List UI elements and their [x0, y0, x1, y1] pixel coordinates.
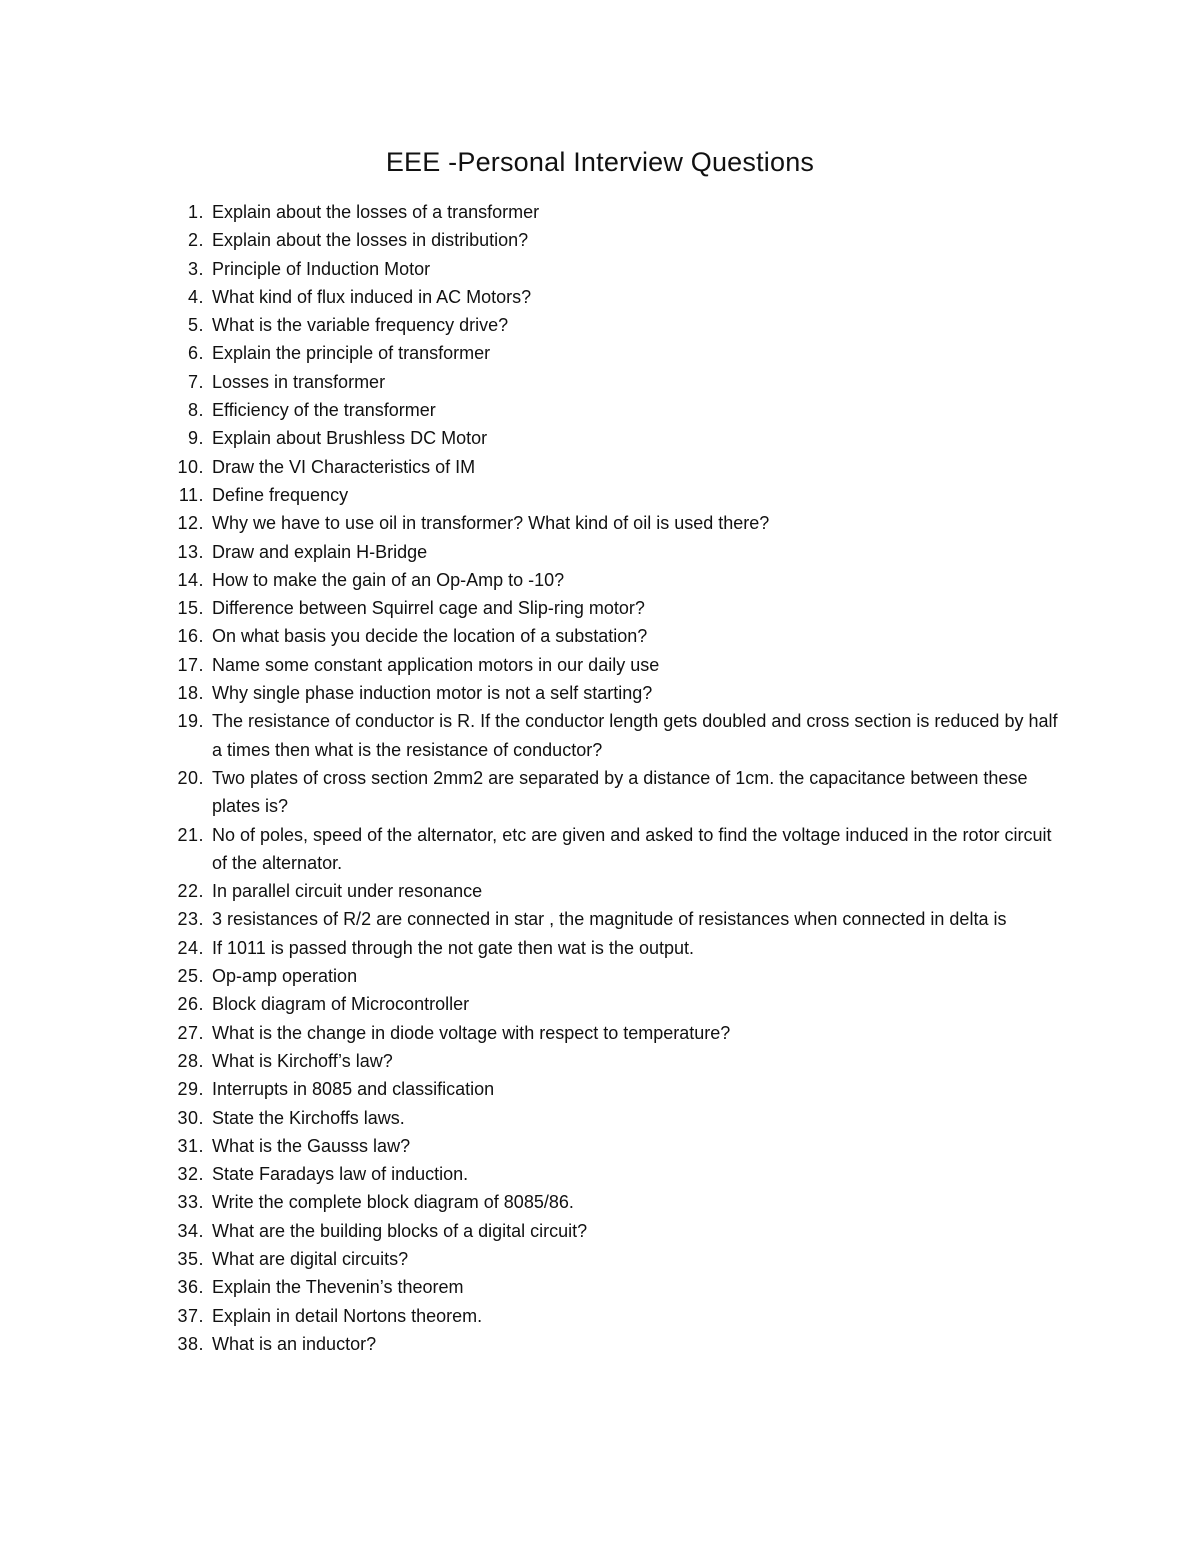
question-item — [160, 1302, 1060, 1330]
question-number: 11. — [178, 484, 204, 505]
question-item — [160, 255, 1060, 283]
question-text: How to make the gain of an Op-Amp to -10? — [212, 569, 565, 590]
question-text: Explain in detail Nortons theorem. — [212, 1305, 483, 1326]
question-text: No of poles, speed of the alternator, etc are given and asked to find the voltage induced in the rotor circuit of the alternator. — [212, 824, 1052, 873]
question-item — [160, 311, 1060, 339]
question-item — [160, 396, 1060, 424]
question-item — [160, 707, 1060, 764]
question-item — [160, 424, 1060, 452]
question-text: If 1011 is passed through the not gate then wat is the output. — [212, 937, 695, 958]
question-number: 22. — [177, 881, 204, 902]
question-text: What is the change in diode voltage with respect to temperature? — [212, 1022, 731, 1043]
question-number: 35. — [177, 1248, 204, 1269]
question-item — [160, 1330, 1060, 1358]
question-text: What is Kirchoff’s law? — [212, 1050, 393, 1071]
question-item — [160, 594, 1060, 622]
question-number: 9. — [187, 428, 204, 449]
question-number: 12. — [177, 513, 204, 534]
question-item — [160, 877, 1060, 905]
question-text: What are the building blocks of a digital circuit? — [212, 1220, 588, 1241]
question-item — [160, 1217, 1060, 1245]
question-text: Name some constant application motors in our daily use — [212, 654, 660, 675]
question-number: 36. — [177, 1277, 204, 1298]
question-number: 37. — [177, 1305, 204, 1326]
question-number: 7. — [187, 371, 204, 392]
question-text: Interrupts in 8085 and classification — [212, 1079, 495, 1100]
question-text: What is the Gausss law? — [212, 1135, 411, 1156]
question-number: 24. — [177, 937, 204, 958]
question-text: Draw and explain H-Bridge — [212, 541, 428, 562]
question-item — [160, 198, 1060, 226]
question-item — [160, 905, 1060, 933]
question-item — [160, 481, 1060, 509]
question-item — [160, 962, 1060, 990]
question-item — [160, 1273, 1060, 1301]
question-item — [160, 509, 1060, 537]
question-item — [160, 990, 1060, 1018]
question-number: 32. — [177, 1164, 204, 1185]
question-number: 27. — [177, 1022, 204, 1043]
question-item — [160, 622, 1060, 650]
question-text: Efficiency of the transformer — [212, 400, 436, 421]
question-item — [160, 538, 1060, 566]
question-number: 14. — [177, 569, 204, 590]
question-text: Op-amp operation — [212, 966, 358, 987]
question-text: Principle of Induction Motor — [212, 258, 431, 279]
question-number: 33. — [177, 1192, 204, 1213]
question-text: What is the variable frequency drive? — [212, 315, 509, 336]
question-item — [160, 679, 1060, 707]
question-number: 20. — [177, 767, 204, 788]
question-item — [160, 1188, 1060, 1216]
question-text: What kind of flux induced in AC Motors? — [212, 286, 532, 307]
question-item — [160, 566, 1060, 594]
question-number: 15. — [177, 598, 204, 619]
question-number: 6. — [187, 343, 204, 364]
question-number: 28. — [177, 1050, 204, 1071]
question-number: 3. — [187, 258, 204, 279]
question-text: The resistance of conductor is R. If the conductor length gets doubled and cross section is reduced by half a times then what is the resistance of conductor? — [212, 711, 1058, 760]
question-text: Two plates of cross section 2mm2 are separated by a distance of 1cm. the capacitance between these plates is? — [212, 767, 1028, 817]
question-number: 25. — [177, 966, 204, 987]
question-item — [160, 226, 1060, 254]
question-number: 21. — [177, 824, 204, 845]
question-number: 31. — [177, 1135, 204, 1156]
document-title: EEE -Personal Interview Questions — [385, 147, 815, 177]
question-number: 34. — [177, 1220, 204, 1241]
question-list — [160, 198, 1060, 1358]
question-item — [160, 339, 1060, 367]
question-item — [160, 1132, 1060, 1160]
question-text: Explain the principle of transformer — [212, 343, 491, 364]
question-number: 4. — [187, 286, 204, 307]
question-number: 18. — [177, 683, 204, 704]
question-item — [160, 1160, 1060, 1188]
question-text: Explain about the losses of a transformer — [212, 202, 540, 222]
question-text: 3 resistances of R/2 are connected in star , the magnitude of resistances when connected in delta is — [212, 909, 1007, 930]
question-text: What are digital circuits? — [212, 1248, 409, 1269]
question-text: Write the complete block diagram of 8085/86. — [212, 1192, 574, 1213]
question-number: 5. — [187, 315, 204, 336]
question-text: Why we have to use oil in transformer? What kind of oil is used there? — [212, 513, 770, 534]
question-number: 8. — [187, 400, 204, 421]
question-item — [160, 821, 1060, 878]
question-number: 13. — [177, 541, 204, 562]
question-text: Difference between Squirrel cage and Slip-ring motor? — [212, 598, 645, 619]
question-text: Draw the VI Characteristics of IM — [212, 456, 476, 477]
question-item — [160, 764, 1060, 821]
question-text: Explain about Brushless DC Motor — [212, 428, 488, 449]
question-number: 38. — [177, 1333, 204, 1354]
question-text: Block diagram of Microcontroller — [212, 994, 470, 1015]
question-number: 17. — [177, 654, 204, 675]
question-text: Explain the Thevenin’s theorem — [212, 1277, 464, 1298]
question-item — [160, 1075, 1060, 1103]
question-number: 30. — [177, 1107, 204, 1128]
question-text: Losses in transformer — [212, 371, 386, 392]
question-number: 23. — [177, 909, 204, 930]
question-item — [160, 283, 1060, 311]
question-text: Explain about the losses in distribution? — [212, 230, 529, 251]
question-item — [160, 453, 1060, 481]
question-item — [160, 651, 1060, 679]
question-text: State the Kirchoffs laws. — [212, 1107, 405, 1128]
question-item — [160, 1104, 1060, 1132]
question-text: What is an inductor? — [212, 1333, 377, 1354]
question-number: 10. — [177, 456, 204, 477]
question-item — [160, 368, 1060, 396]
question-text: State Faradays law of induction. — [212, 1164, 469, 1185]
question-number: 16. — [177, 626, 204, 647]
question-number: 1. — [187, 202, 204, 222]
question-text: On what basis you decide the location of a substation? — [212, 626, 648, 647]
question-item — [160, 1245, 1060, 1273]
question-item — [160, 1019, 1060, 1047]
question-number: 19. — [177, 711, 204, 732]
question-number: 2. — [187, 230, 204, 251]
question-number: 29. — [177, 1079, 204, 1100]
question-item — [160, 1047, 1060, 1075]
question-text: In parallel circuit under resonance — [212, 881, 483, 902]
question-text: Why single phase induction motor is not a self starting? — [212, 683, 653, 704]
question-item — [160, 934, 1060, 962]
question-number: 26. — [177, 994, 204, 1015]
question-text: Define frequency — [212, 484, 349, 505]
